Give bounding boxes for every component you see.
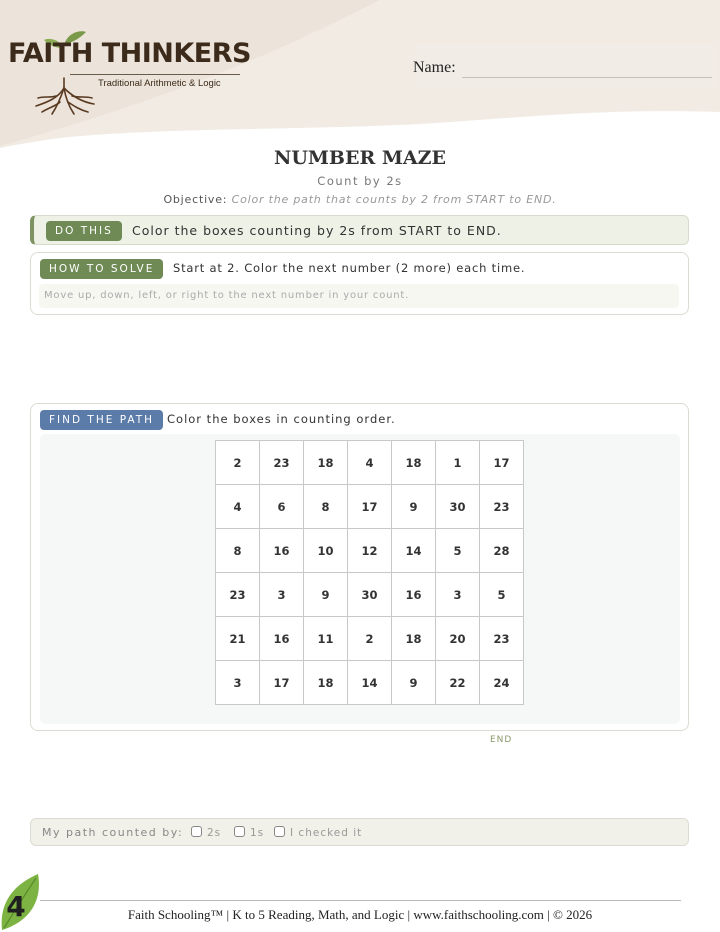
- maze-cell[interactable]: 11: [304, 617, 348, 661]
- maze-cell[interactable]: 3: [260, 573, 304, 617]
- maze-row: [216, 617, 524, 661]
- name-field-box: [415, 44, 715, 88]
- find-the-path-text: Color the boxes in counting order.: [167, 412, 396, 426]
- maze-cell[interactable]: 23: [216, 573, 260, 617]
- maze-cell[interactable]: 16: [260, 529, 304, 573]
- maze-cell[interactable]: 16: [392, 573, 436, 617]
- maze-cell[interactable]: 23: [260, 441, 304, 485]
- maze-cell[interactable]: 2: [216, 441, 260, 485]
- footer-divider: [40, 900, 681, 901]
- maze-cell[interactable]: 14: [348, 661, 392, 705]
- maze-cell[interactable]: 18: [304, 441, 348, 485]
- check-option-label: I checked it: [290, 827, 363, 839]
- maze-cell[interactable]: 16: [260, 617, 304, 661]
- maze-cell[interactable]: 3: [216, 661, 260, 705]
- maze-cell[interactable]: 1: [436, 441, 480, 485]
- end-label: END: [490, 735, 513, 745]
- maze-cell[interactable]: 20: [436, 617, 480, 661]
- check-option-2s[interactable]: [191, 826, 221, 839]
- check-option-checked[interactable]: [274, 826, 362, 839]
- do-this-pill: DO THIS: [46, 221, 122, 241]
- checkbox-icon[interactable]: [191, 826, 202, 837]
- name-input-line[interactable]: [462, 77, 712, 78]
- maze-cell[interactable]: 9: [392, 485, 436, 529]
- maze-cell[interactable]: 21: [216, 617, 260, 661]
- find-the-path-panel: [30, 403, 689, 745]
- maze-row: [216, 661, 524, 705]
- maze-area: [40, 434, 680, 745]
- path-check-label: My path counted by:: [42, 826, 184, 839]
- maze-cell[interactable]: 5: [480, 573, 524, 617]
- maze-cell[interactable]: 18: [392, 441, 436, 485]
- page-subtitle: Count by 2s: [317, 174, 403, 188]
- check-option-1s[interactable]: [234, 826, 264, 839]
- find-the-path-pill: FIND THE PATH: [40, 410, 163, 430]
- page-title: NUMBER MAZE: [273, 147, 447, 169]
- maze-cell[interactable]: 4: [348, 441, 392, 485]
- maze-row: [216, 573, 524, 617]
- how-to-solve-pill: HOW TO SOLVE: [40, 259, 163, 279]
- objective-text: Color the path that counts by 2 from START to END.: [231, 193, 557, 206]
- maze-cell[interactable]: 5: [436, 529, 480, 573]
- maze-cell[interactable]: 10: [304, 529, 348, 573]
- maze-row: [216, 529, 524, 573]
- do-this-text: Color the boxes counting by 2s from START to END.: [132, 223, 502, 238]
- maze-cell[interactable]: 8: [304, 485, 348, 529]
- objective: [0, 193, 720, 206]
- maze-cell[interactable]: 23: [480, 485, 524, 529]
- logo-title: FAITH THINKERS: [8, 38, 251, 69]
- maze-cell[interactable]: 24: [480, 661, 524, 705]
- how-to-solve-panel: [30, 252, 689, 315]
- maze-cell[interactable]: 30: [348, 573, 392, 617]
- maze-cell[interactable]: 28: [480, 529, 524, 573]
- how-to-solve-text: Start at 2. Color the next number (2 more) each time.: [173, 261, 526, 275]
- maze-cell[interactable]: 9: [304, 573, 348, 617]
- checkbox-icon[interactable]: [274, 826, 285, 837]
- maze-cell[interactable]: 9: [392, 661, 436, 705]
- maze-cell[interactable]: 18: [392, 617, 436, 661]
- check-option-label: 2s: [207, 827, 222, 839]
- maze-cell[interactable]: 3: [436, 573, 480, 617]
- maze-cell[interactable]: 30: [436, 485, 480, 529]
- maze-cell[interactable]: 18: [304, 661, 348, 705]
- maze-cell[interactable]: 23: [480, 617, 524, 661]
- maze-cell[interactable]: 17: [348, 485, 392, 529]
- logo-divider: [70, 74, 240, 75]
- maze-cell[interactable]: 8: [216, 529, 260, 573]
- page-number: 4: [6, 890, 26, 923]
- maze-cell[interactable]: 17: [480, 441, 524, 485]
- check-option-label: 1s: [250, 827, 265, 839]
- maze-cell[interactable]: 14: [392, 529, 436, 573]
- how-to-solve-note-text: Move up, down, left, or right to the next number in your count.: [44, 290, 410, 301]
- maze-cell[interactable]: 4: [216, 485, 260, 529]
- number-maze-grid: [215, 440, 524, 705]
- path-check-panel: [30, 818, 689, 846]
- maze-row: [216, 485, 524, 529]
- checkbox-icon[interactable]: [234, 826, 245, 837]
- objective-label: Objective:: [163, 193, 228, 206]
- do-this-panel: [30, 215, 689, 245]
- maze-cell[interactable]: 22: [436, 661, 480, 705]
- maze-row: [216, 441, 524, 485]
- maze-cell[interactable]: 6: [260, 485, 304, 529]
- name-label: Name:: [413, 59, 456, 76]
- maze-cell[interactable]: 12: [348, 529, 392, 573]
- logo-subtitle: Traditional Arithmetic & Logic: [98, 78, 221, 89]
- how-to-solve-note: [39, 284, 679, 308]
- footer-text: Faith Schooling™ | K to 5 Reading, Math, and Logic | www.faithschooling.com | © 2026: [127, 907, 593, 922]
- maze-cell[interactable]: 2: [348, 617, 392, 661]
- maze-cell[interactable]: 17: [260, 661, 304, 705]
